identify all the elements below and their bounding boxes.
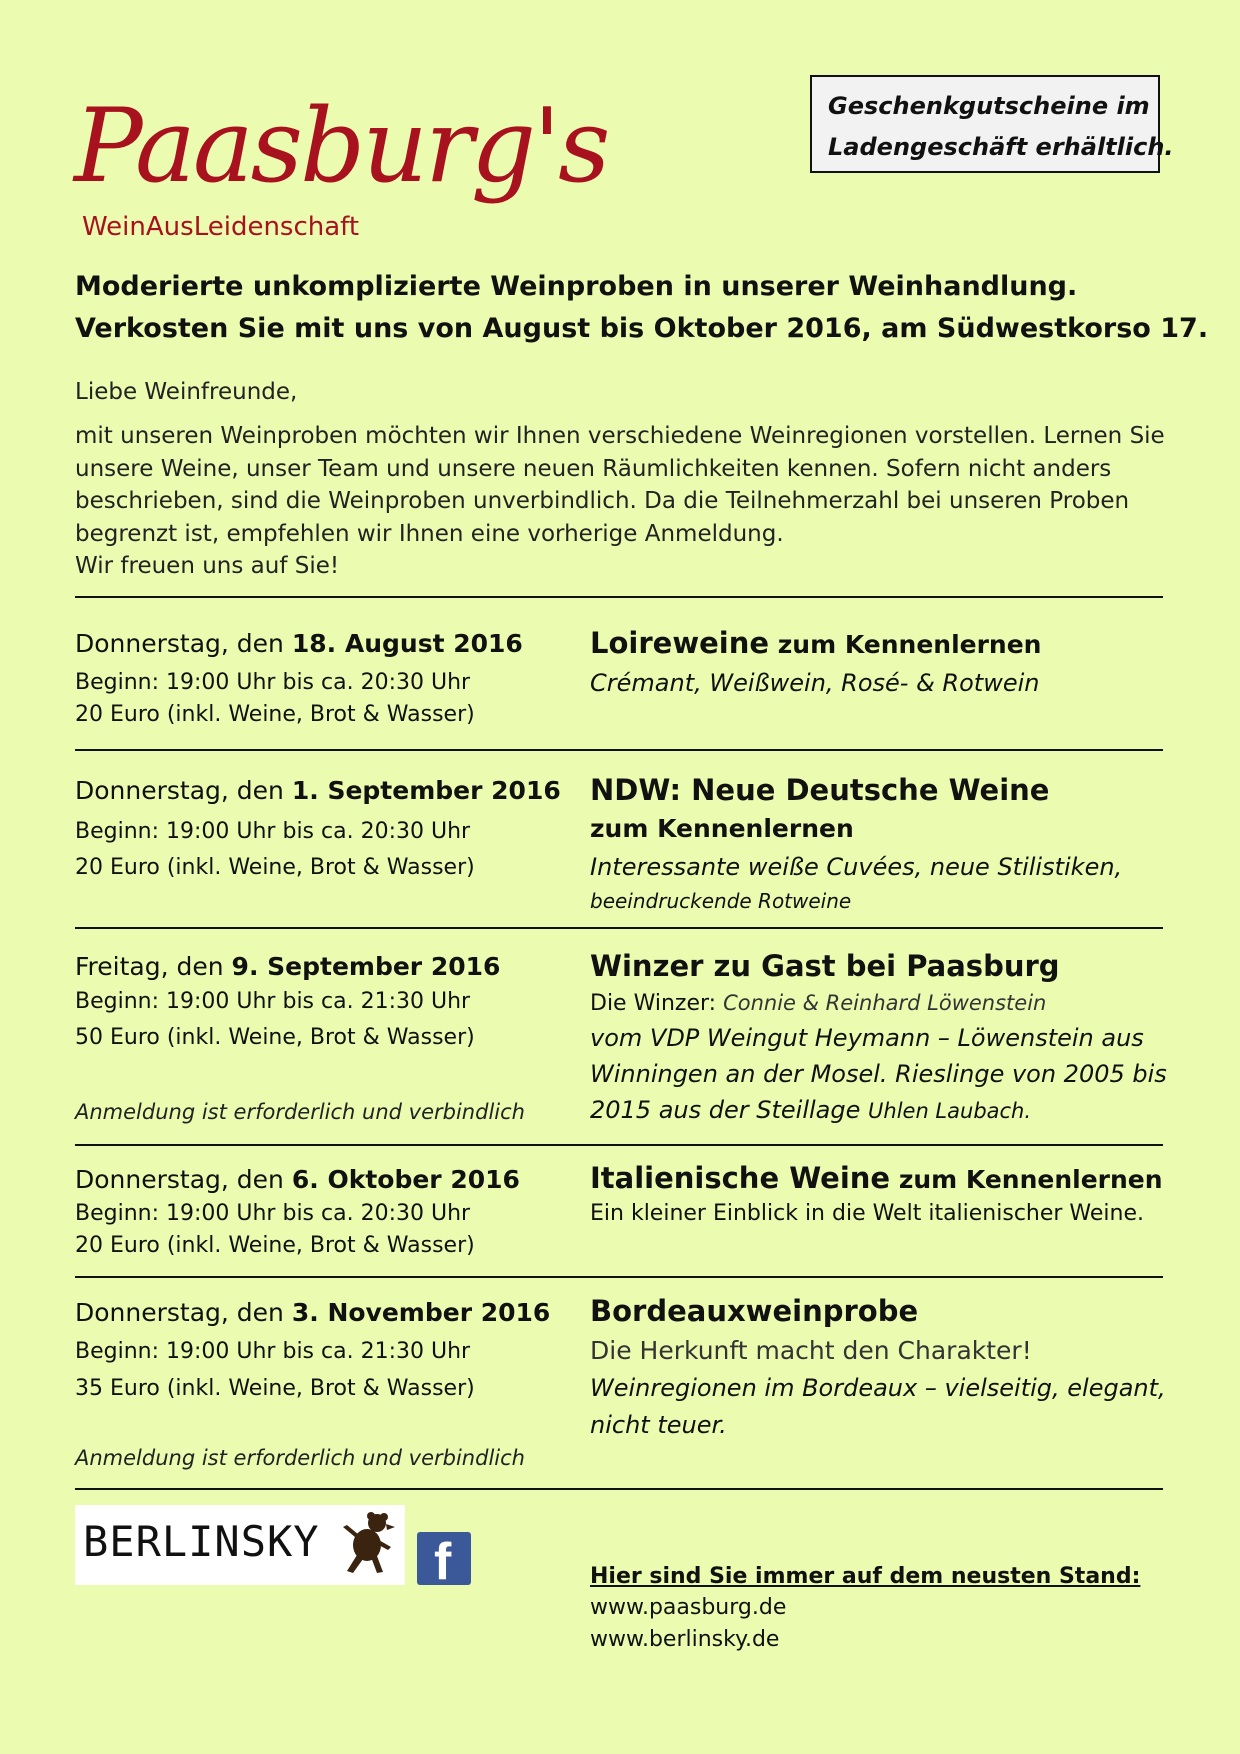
logo-script-text: Paasburg's (74, 87, 608, 206)
event-description: Interessante weiße Cuvées, neue Stilistiken, (590, 853, 1123, 881)
event-date: Donnerstag, den 3. November 2016 (75, 1298, 551, 1327)
facebook-glyph: f (434, 1533, 452, 1591)
event-price: 35 Euro (inkl. Weine, Brot & Wasser) (75, 1376, 475, 1401)
headline-line: Verkosten Sie mit uns von August bis Oktober 2016, am Südwestkorso 17. (75, 313, 1209, 344)
event-price: 20 Euro (inkl. Weine, Brot & Wasser) (75, 1233, 475, 1258)
event-title: Italienische Weine zum Kennenlernen (590, 1161, 1163, 1195)
event-time: Beginn: 19:00 Uhr bis ca. 20:30 Uhr (75, 1201, 471, 1226)
event-description: Ein kleiner Einblick in die Welt italienischer Weine. (590, 1201, 1145, 1226)
event-price: 20 Euro (inkl. Weine, Brot & Wasser) (75, 702, 475, 727)
event-subtitle: Die Herkunft macht den Charakter! (590, 1336, 1032, 1365)
berlinsky-logo-text: BERLINSKY (83, 1517, 320, 1566)
gift-voucher-box (810, 75, 1174, 173)
website-link-paasburg[interactable]: www.paasburg.de (590, 1595, 787, 1620)
event-title: Winzer zu Gast bei Paasburg (590, 949, 1060, 983)
divider (75, 596, 1163, 598)
event-description: Weinregionen im Bordeaux – vielseitig, elegant, (590, 1374, 1166, 1402)
registration-note: Anmeldung ist erforderlich und verbindlich (75, 1446, 525, 1470)
paasburgs-logo (74, 87, 608, 272)
event-description: nicht teuer. (590, 1411, 727, 1439)
event-date: Donnerstag, den 18. August 2016 (75, 629, 523, 658)
event-description: vom VDP Weingut Heymann – Löwenstein aus (590, 1024, 1144, 1052)
event-description: 2015 aus der Steillage Uhlen Laubach. (590, 1096, 1032, 1124)
logo-tagline: WeinAusLeidenschaft (82, 212, 360, 242)
event-title: Loireweine zum Kennenlernen (590, 626, 1042, 660)
registration-note: Anmeldung ist erforderlich und verbindlich (75, 1100, 525, 1124)
event-date: Freitag, den 9. September 2016 (75, 952, 501, 981)
headline-line: Moderierte unkomplizierte Weinproben in unserer Weinhandlung. (75, 271, 1078, 302)
event-time: Beginn: 19:00 Uhr bis ca. 20:30 Uhr (75, 819, 471, 844)
event-description-small: beeindruckende Rotweine (590, 889, 852, 913)
event-time: Beginn: 19:00 Uhr bis ca. 21:30 Uhr (75, 989, 471, 1014)
event-time: Beginn: 19:00 Uhr bis ca. 20:30 Uhr (75, 670, 471, 695)
event-title: NDW: Neue Deutsche Weine (590, 773, 1050, 807)
website-link-berlinsky[interactable]: www.berlinsky.de (590, 1627, 780, 1652)
gift-voucher-line: Ladengeschäft erhältlich. (828, 133, 1174, 161)
event-price: 20 Euro (inkl. Weine, Brot & Wasser) (75, 855, 475, 880)
event-subtitle: zum Kennenlernen (590, 814, 854, 843)
gift-voucher-line: Geschenkgutscheine im (828, 92, 1150, 120)
footer-heading: Hier sind Sie immer auf dem neusten Stand: (590, 1564, 1141, 1589)
facebook-icon[interactable] (417, 1532, 471, 1591)
berlinsky-logo[interactable] (75, 1505, 405, 1585)
divider (75, 927, 1163, 929)
event-price: 50 Euro (inkl. Weine, Brot & Wasser) (75, 1025, 475, 1050)
winzer-line: Die Winzer: Connie & Reinhard Löwenstein (590, 991, 1047, 1016)
divider (75, 1144, 1163, 1146)
event-description: Crémant, Weißwein, Rosé- & Rotwein (590, 669, 1040, 697)
event-date: Donnerstag, den 1. September 2016 (75, 776, 561, 805)
divider (75, 749, 1163, 751)
divider (75, 1276, 1163, 1278)
divider (75, 1488, 1163, 1490)
event-description: Winningen an der Mosel. Rieslinge von 2005 bis (590, 1060, 1167, 1088)
greeting: Liebe Weinfreunde, (75, 379, 298, 405)
event-date: Donnerstag, den 6. Oktober 2016 (75, 1165, 520, 1194)
intro-text: mit unseren Weinproben möchten wir Ihnen verschiedene Weinregionen vorstellen. Lernen Sie unsere Weine, unser Team und unsere neuen Räumlichkeiten kennen. Sofern nicht anders beschrieben, sind die Weinproben unverbindlich. Da die Teilnehmerzahl bei unseren Proben begrenzt ist, empfehlen wir Ihnen eine vorherige Anmeldung. Wir freuen uns auf Sie! (75, 423, 1165, 579)
event-time: Beginn: 19:00 Uhr bis ca. 21:30 Uhr (75, 1339, 471, 1364)
bear-icon (337, 1511, 397, 1579)
event-title: Bordeauxweinprobe (590, 1294, 919, 1328)
